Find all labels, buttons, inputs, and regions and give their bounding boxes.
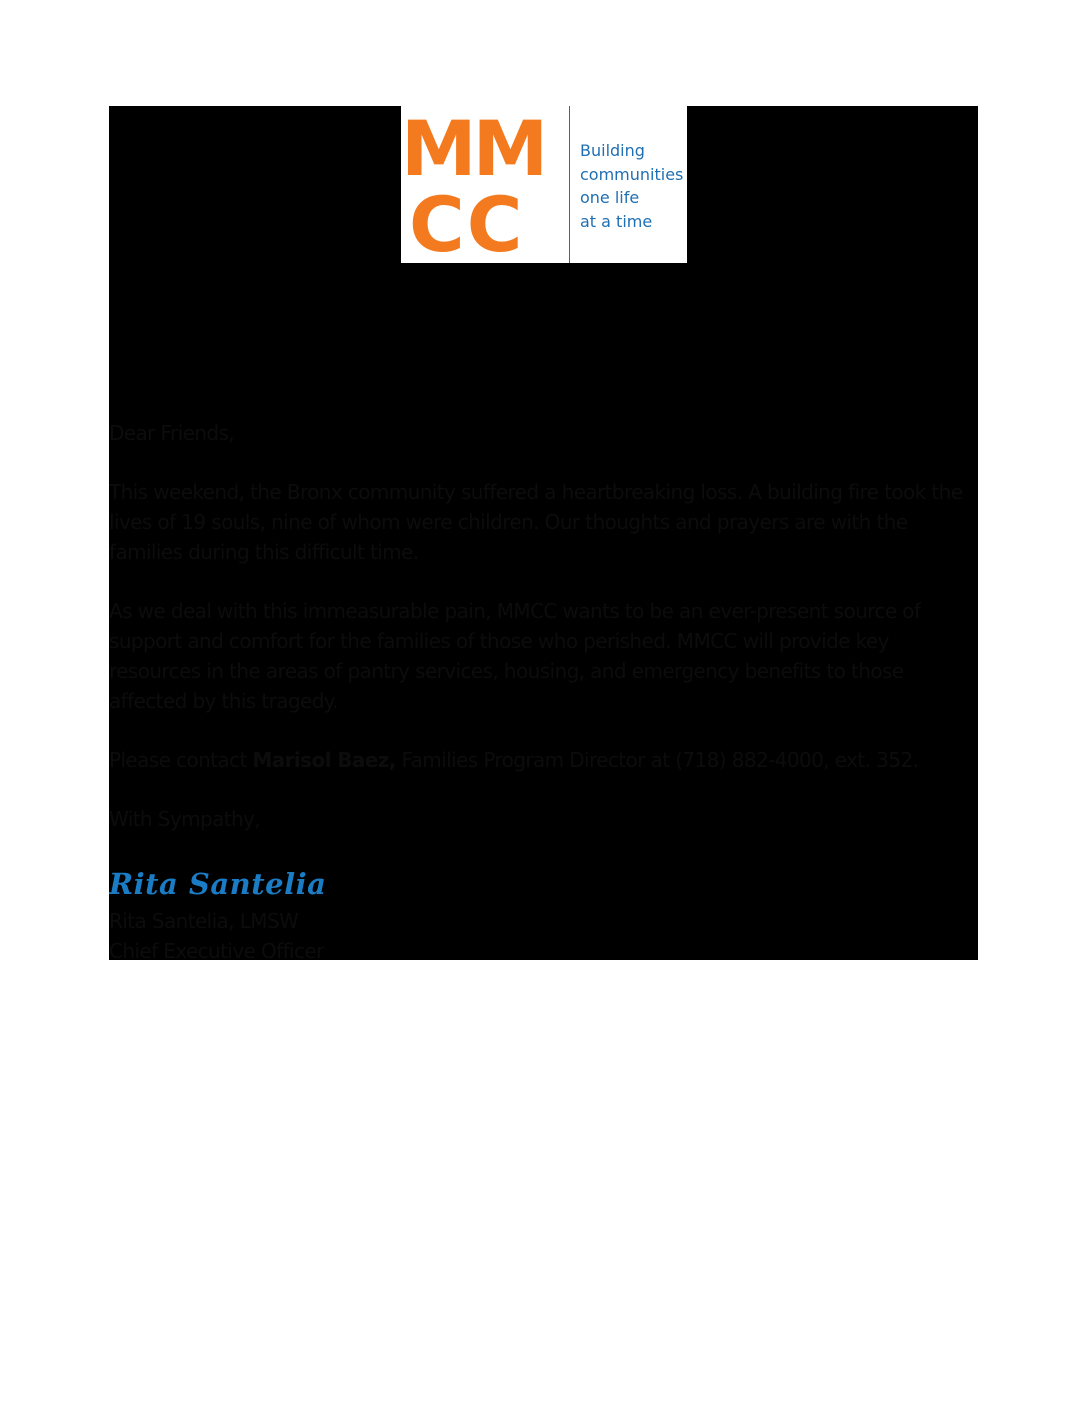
handwritten-signature: Rita Santelia <box>109 867 327 901</box>
tagline-line: one life <box>580 188 640 207</box>
salutation: Dear Friends, <box>109 421 235 445</box>
paragraph-1: This weekend, the Bronx community suffered a heartbreaking loss. A building fire took the lives of 19 souls, nine of whom were children. Our thoughts and prayers are with the families during this difficult time. <box>109 480 963 564</box>
logo-mark-line1: MM <box>401 106 545 193</box>
contact-paragraph <box>109 745 978 775</box>
signer-name: Rita Santelia, LMSW <box>109 909 299 933</box>
closing: With Sympathy, <box>109 807 261 831</box>
paragraph-2: As we deal with this immeasurable pain, MMCC wants to be an ever-present source of support and comfort for the families of those who perished. MMCC will provide key resources in the areas of pantry services, housing, and emergency benefits to those affected by this tragedy. <box>109 599 921 713</box>
tagline-line: communities <box>580 164 684 184</box>
contact-prefix: Please contact <box>109 748 253 772</box>
contact-suffix: Families Program Director at (718) 882-4000, ext. 352. <box>395 748 919 772</box>
logo-divider <box>569 106 570 263</box>
tagline-line: at a time <box>580 211 653 231</box>
contact-name: Marisol Baez, <box>252 748 396 772</box>
tagline-line: Building <box>580 141 645 160</box>
letter-body <box>109 418 978 863</box>
mmcc-logo <box>401 106 687 263</box>
logo-tagline <box>580 139 683 233</box>
signer-block <box>109 906 324 960</box>
letter-panel <box>109 106 978 960</box>
signer-title: Chief Executive Officer <box>109 939 324 960</box>
logo-mark-line2: CC <box>409 180 525 263</box>
mmcc-logo-mark <box>401 106 561 263</box>
